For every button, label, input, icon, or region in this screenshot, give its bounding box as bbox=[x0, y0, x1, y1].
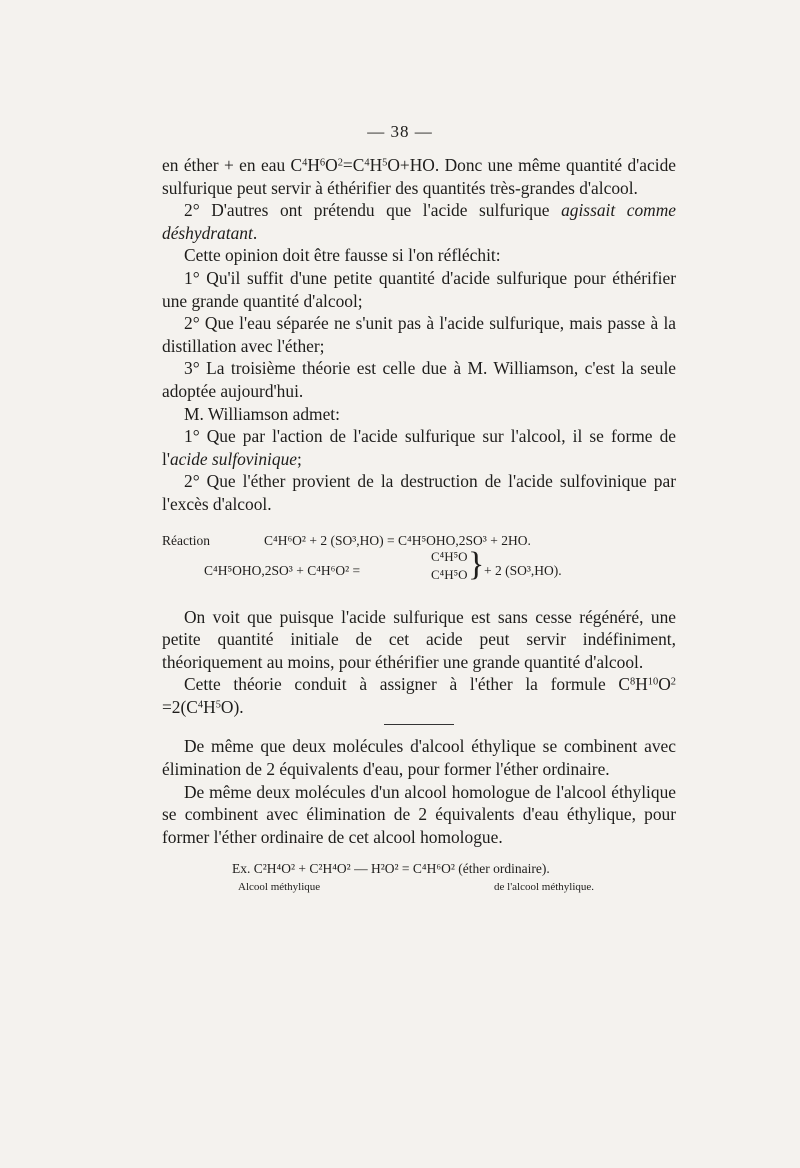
reaction-line-1: C⁴H⁶O² + 2 (SO³,HO) = C⁴H⁵OHO,2SO³ + 2HO. bbox=[264, 532, 531, 548]
fraction-top: C⁴H⁵O bbox=[431, 548, 468, 564]
reaction-fraction bbox=[431, 548, 468, 584]
page-number: — 38 — bbox=[367, 122, 433, 141]
reaction-line-2-left: C⁴H⁵OHO,2SO³ + C⁴H⁶O² = bbox=[204, 562, 361, 578]
paragraph-1: en éther + en eau $C^4H^6O^2=C^4H^5O+HO$. Donc une même quantité d'acide sulfurique peut servir à éthérifier des quantités très-grandes d'alcool. bbox=[162, 155, 676, 198]
paragraph-4: 1° Qu'il suffit d'une petite quantité d'acide sulfurique pour éthérifier une grande quantité d'alcool; bbox=[162, 267, 676, 311]
reaction-line-2-right: + 2 (SO³,HO). bbox=[484, 562, 562, 578]
paragraph-11: Cette théorie conduit à assigner à l'éther la formule $C^8H^{10}O^2 =2(C^4H^5O)$. bbox=[162, 674, 676, 717]
page-body bbox=[162, 154, 676, 898]
separator-rule bbox=[384, 724, 454, 725]
example-note-right: de l'alcool méthylique. bbox=[494, 881, 595, 894]
emphasis: acide sulfovinique bbox=[169, 448, 297, 469]
paragraph-12: De même que deux molécules d'alcool éthylique se combinent avec élimination de 2 équivalents d'eau, pour former l'éther ordinaire. bbox=[162, 736, 676, 780]
example-equation: Ex. C²H⁴O² + C²H⁴O² — H²O² = C⁴H⁶O² (éther ordinaire). bbox=[232, 861, 550, 877]
paragraph-5: 2° Que l'eau séparée ne s'unit pas à l'acide sulfurique, mais passe à la distillation avec l'éther; bbox=[162, 313, 676, 356]
fraction-bottom: C⁴H⁵O bbox=[431, 566, 468, 582]
paragraph-3: Cette opinion doit être fausse si l'on réfléchit: bbox=[184, 245, 501, 266]
paragraph-10: On voit que puisque l'acide sulfurique est sans cesse régénéré, une petite quantité initiale de cet acide peut servir indéfiniment, théoriquement au moins, pour éthérifier une grande quantité d'alcool. bbox=[162, 606, 676, 672]
paragraph-8: 1° Que par l'action de l'acide sulfurique sur l'alcool, il se forme de l'acide sulfovinique; bbox=[162, 426, 676, 469]
paragraph-6: 3° La troisième théorie est celle due à M. Williamson, c'est la seule adoptée aujourd'hui. bbox=[162, 358, 676, 401]
paragraph-7: M. Williamson admet: bbox=[184, 403, 340, 424]
paragraph-13: De même deux molécules d'un alcool homologue de l'alcool éthylique se combinent avec élimination de 2 équivalents d'eau éthylique, pour former l'éther ordinaire de cet alcool homologue. bbox=[162, 781, 676, 847]
emphasis: agissait comme déshydratant bbox=[162, 200, 676, 243]
brace: } bbox=[468, 545, 485, 583]
example-note-left: Alcool méthylique bbox=[238, 881, 321, 894]
paragraph-9: 2° Que l'éther provient de la destruction de l'acide sulfovinique par l'excès d'alcool. bbox=[162, 471, 676, 514]
reaction-label: Réaction bbox=[162, 532, 210, 548]
reaction-formula bbox=[162, 530, 676, 600]
paragraph-2: 2° D'autres ont prétendu que l'acide sulfurique agissait comme déshydratant. bbox=[162, 200, 676, 243]
example-formula bbox=[162, 858, 676, 898]
